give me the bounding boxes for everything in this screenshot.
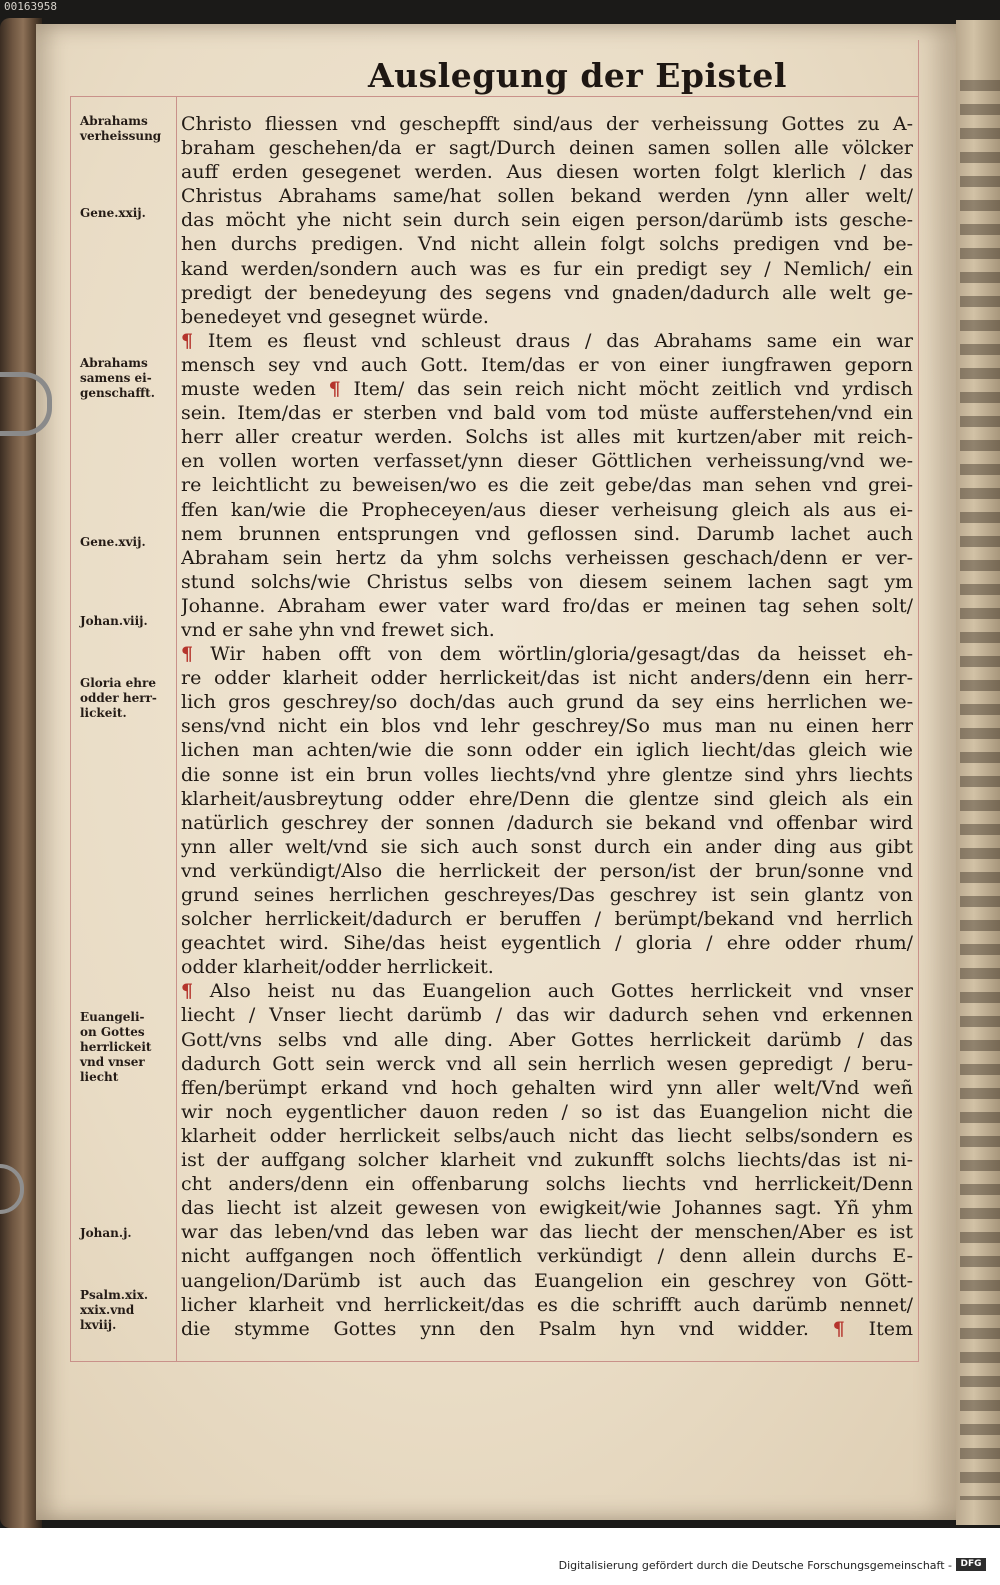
text-line: uangelion/Darümb ist auch das Euangelion ein geschrey von Gött- (181, 1269, 913, 1292)
text-line: kand werden/sondern auch was es fur ein predigt sey / Nemlich/ ein (181, 257, 913, 280)
text-line: ynn aller welt/vnd sie sich auch sonst durch ein ander ding aus gibt (181, 835, 913, 858)
text-line: Gott/vns selbs vnd alle ding. Aber Gottes herrlickeit darümb / das (181, 1028, 913, 1051)
text-line: re leichtlicht zu beweisen/wo es die zeit gebe/das man sehen vnd grei- (181, 474, 913, 497)
text-line: cht anders/denn ein offenbarung solchs liechts vnd herrlickeit/Denn (181, 1173, 913, 1196)
page-frame-left (70, 96, 71, 1362)
text-line: nicht auffgangen noch öffentlich verkündigt / denn allein durchs E- (181, 1245, 913, 1268)
pilcrow-mark: ¶ (181, 643, 194, 666)
text-line: Christus Abrahams same/hat sollen bekand werden /ynn aller welt/ (181, 185, 913, 208)
text-line: klarheit odder herrlickeit selbs/auch nicht das liecht selbs/sondern es (181, 1124, 913, 1147)
text-line: liecht / Vnser liecht darümb / das wir dadurch sehen vnd erkennen (181, 1004, 913, 1027)
margin-note: Gene.xxij. (80, 206, 146, 220)
text-line: dadurch Gott sein werck vnd all sein herrlich wesen gepredigt / beru- (181, 1052, 913, 1075)
text-line: solcher herrlickeit/dadurch er beruffen / berümpt/bekand vnd herrlich (181, 908, 913, 931)
text-line: das möcht yhe nicht sein durch sein eigen person/darümb ists gesche- (181, 209, 913, 232)
margin-note: Johan.viij. (80, 614, 148, 628)
margin-note: Gloria ehre odder herr- lickeit. (80, 676, 157, 720)
page-frame-bottom (70, 1361, 918, 1362)
text-line: die sonne ist ein brun volles liechts/vnd yhre glentze sind yhrs liechts (181, 763, 913, 786)
dfg-logo: DFG (956, 1558, 986, 1571)
text-line: Abraham sein hertz da yhm solchs verheissen geschach/denn er ver- (181, 546, 913, 569)
text-line: ist der auffgang solcher klarheit vnd zukunfft solchs liechts/das ist ni- (181, 1149, 913, 1172)
text-line: klarheit/ausbreytung odder ehre/Denn die glentze sind gleich als ein (181, 787, 913, 810)
text-line: lichen man achten/wie die sonn odder ein iglich liecht/das gleich wie (181, 739, 913, 762)
text-line: odder klarheit/odder herrlickeit. (181, 956, 494, 979)
body-text (181, 112, 913, 1341)
text-line: herr aller creatur werden. Solchs ist alles mit kurtzen/aber mit reich- (181, 426, 913, 449)
text-line: vnd verkündigt/Also die herrlickeit der person/ist der brun/sonne vnd (181, 859, 913, 882)
text-line: vnd er sahe yhn vnd frewet sich. (181, 618, 495, 641)
text-line: auff erden gesegenet werden. Aus diesen worten folgt klerlich / das (181, 161, 913, 184)
text-line: stund solchs/wie Christus selbs von diesem seinem lachen sagt ym (181, 570, 913, 593)
text-line: benedeyet vnd gesegnet würde. (181, 305, 489, 328)
text-line: geachtet wird. Sihe/das heist eygentlich / gloria / ehre odder rhum/ (181, 932, 913, 955)
text-line: grund seines herrlichen geschreyes/Das geschrey ist sein glantz von (181, 884, 913, 906)
text-line: die stymme Gottes ynn den Psalm hyn vnd widder. ¶ Item (181, 1317, 913, 1340)
pilcrow-mark: ¶ (181, 329, 194, 352)
text-line: hen durchs predigen. Vnd nicht allein folgt solchs predigen vnd be- (181, 233, 913, 256)
scan-id: 00163958 (4, 0, 57, 13)
text-line: ffen kan/wie die Propheceyen/aus dieser verheisung gleich als aus ei- (181, 498, 913, 521)
text-line: licher klarheit vnd herrlickeit/das es die schrifft auch darümb nennet/ (181, 1293, 913, 1316)
text-line: braham geschehen/da er sagt/Durch deinen samen sollen alle völcker (181, 137, 913, 160)
page-clip-icon (0, 372, 52, 436)
page-frame-top (70, 96, 918, 97)
text-line: predigt der benedeyung des segens vnd gnaden/dadurch alle welt ge- (181, 281, 913, 304)
text-line: ¶ Item es fleust vnd schleust draus / das Abrahams same ein war (181, 329, 913, 352)
pilcrow-mark: ¶ (832, 1317, 845, 1340)
text-line: muste weden ¶ Item/ das sein reich nicht möcht zeitlich vnd yrdisch (181, 378, 913, 401)
text-line: ffen/berümpt erkand vnd hoch gehalten wird ynn aller welt/Vnd weñ (181, 1076, 913, 1099)
text-line: Christo fliessen vnd geschepfft sind/aus der verheissung Gottes zu A- (181, 113, 913, 135)
page-header: Auslegung der Epistel (368, 56, 787, 95)
text-line: nem brunnen entsprungen vnd geflossen sind. Darumb lachet auch (181, 522, 913, 545)
margin-note: Johan.j. (80, 1226, 132, 1240)
margin-note: Euangeli- on Gottes herrlickeit vnd vnser liecht (80, 1010, 152, 1084)
footer-bar (0, 1528, 1000, 1585)
margin-note: Gene.xvij. (80, 535, 146, 549)
margin-note: Abrahams verheissung (80, 114, 162, 143)
text-line: das liecht ist alzeit gewesen von ewigkeit/wie Johannes sagt. Yñ yhm (181, 1197, 913, 1220)
text-line: en vollen worten verfasset/ynn dieser Göttlichen verheissung/vnd we- (181, 450, 913, 473)
text-line: wir noch eygentlicher dauon reden / so ist das Euangelion nicht die (181, 1100, 913, 1123)
margin-note: Abrahams samens ei- genschafft. (80, 356, 155, 400)
facing-page-edge (956, 20, 1000, 1525)
margin-column-rule (176, 96, 177, 1362)
pilcrow-mark: ¶ (181, 980, 194, 1003)
pilcrow-mark: ¶ (328, 378, 341, 401)
text-line: Johanne. Abraham ewer vater ward fro/das er meinen tag sehen solt/ (181, 594, 913, 617)
text-line: lich gros geschrey/so doch/das auch grund da sey eins herrlichen we- (181, 691, 913, 714)
text-line: mensch sey vnd auch Gott. Item/das er von einer iungfrawen geporn (181, 353, 913, 376)
text-line: sens/vnd nicht ein blos vnd lehr geschrey/So mus man nu einen herr (181, 715, 913, 738)
page-frame-right (918, 40, 919, 1362)
margin-note: Psalm.xix. xxix.vnd lxviij. (80, 1288, 149, 1332)
text-line: sein. Item/das er sterben vnd bald vom tod müste aufferstehen/vnd ein (181, 402, 913, 425)
text-line: war das leben/vnd das leben war das liecht der menschen/Aber es ist (181, 1221, 913, 1244)
text-line: natürlich geschrey der sonnen /dadurch sie bekand vnd offenbar wird (181, 811, 913, 834)
funding-credit: Digitalisierung gefördert durch die Deutsche Forschungsgemeinschaft - (558, 1559, 952, 1572)
text-line: ¶ Wir haben offt von dem wörtlin/gloria/gesagt/das da heisset eh- (181, 643, 913, 666)
text-line: ¶ Also heist nu das Euangelion auch Gottes herrlickeit vnd vnser (181, 980, 913, 1003)
text-line: re odder klarheit odder herrlickeit/das ist nicht anders/denn ein herr- (181, 667, 913, 690)
